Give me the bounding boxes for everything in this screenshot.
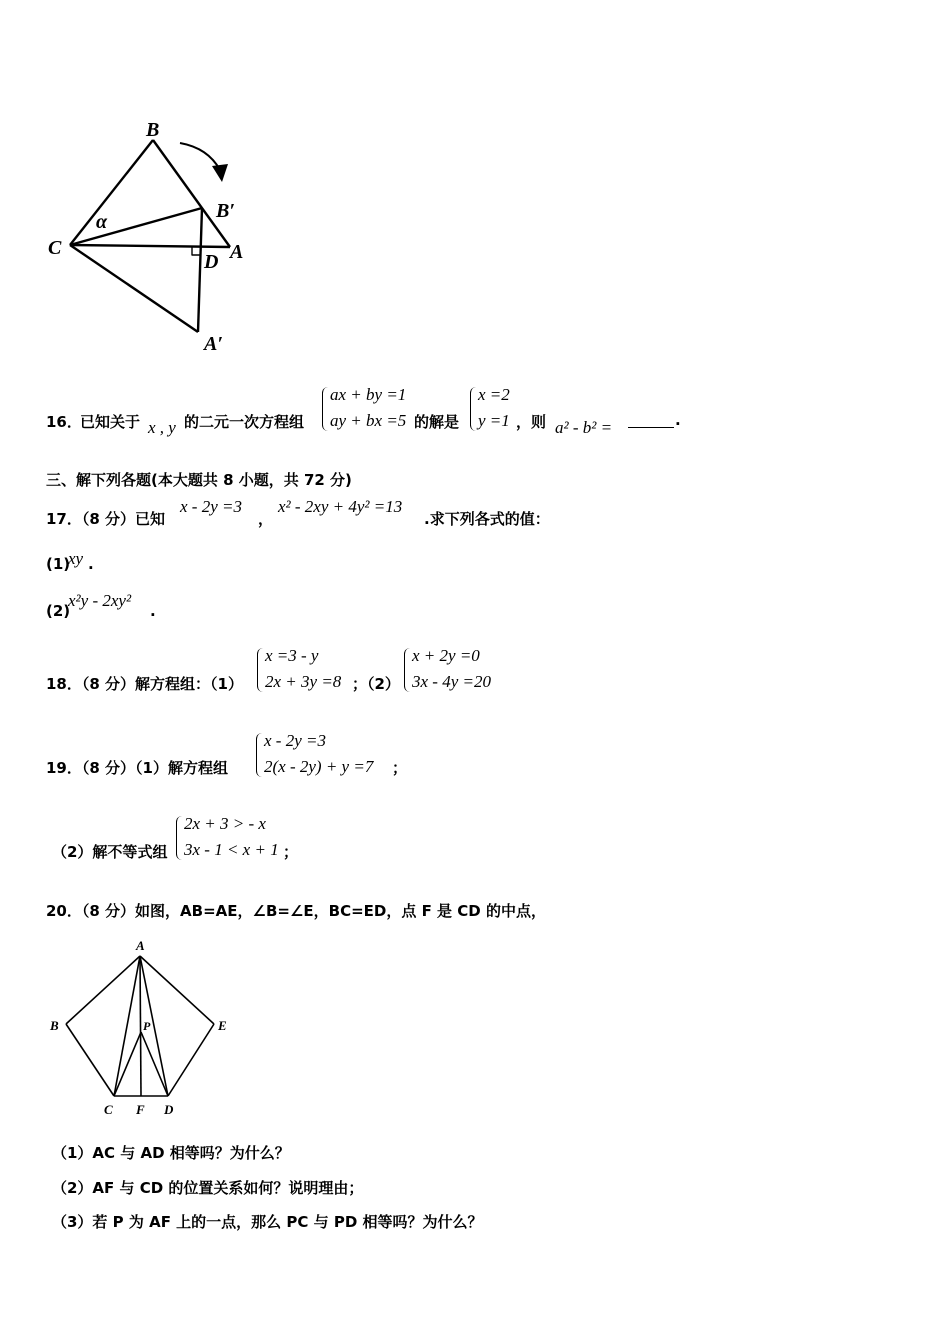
q16-eq1: ax + by =1 <box>330 385 407 404</box>
label-P: P <box>143 1019 151 1033</box>
q20-sub-3: （3）若 P 为 AF 上的一点，那么 PC 与 PD 相等吗？为什么？ <box>52 1213 483 1231</box>
q19-head: 19．（8 分）（1）解方程组 <box>46 759 228 777</box>
label-B: B <box>146 119 160 141</box>
q18-s1-eq1: x =3 - y <box>265 646 319 665</box>
q17-head: 17．（8 分）已知 <box>46 510 166 528</box>
figure-rotation-triangle <box>40 110 280 360</box>
q16-vars: x , y <box>148 418 176 437</box>
q19-semicolon-2: ； <box>283 843 299 861</box>
label-D: D <box>164 1102 174 1117</box>
label-alpha: α <box>96 211 108 233</box>
section-3-title: 三、解下列各题(本大题共 8 小题，共 72 分) <box>46 471 352 489</box>
q17-part2-end: . <box>150 602 156 620</box>
label-B-prime: B′ <box>216 200 235 222</box>
label-A: A <box>136 938 145 953</box>
q16-sol2: y =1 <box>478 411 510 430</box>
q19-ineq1: 2x + 3 > - x <box>184 814 266 833</box>
q19-semicolon: ； <box>392 759 408 777</box>
q17-part2-expr: x²y - 2xy² <box>68 591 132 610</box>
label-E: E <box>218 1018 227 1033</box>
q17-condition-1: x - 2y =3 <box>180 497 242 516</box>
label-C: C <box>104 1102 113 1117</box>
figure-pentagon <box>40 932 240 1122</box>
q18-s2-eq1: x + 2y =0 <box>412 646 480 665</box>
q16-text-1: 已知关于 <box>80 413 141 431</box>
q19-ineq2: 3x - 1 < x + 1 <box>184 840 279 859</box>
q17-part1-expr: xy <box>68 549 84 568</box>
q16-text-2: 的二元一次方程组 <box>184 413 305 431</box>
label-C: C <box>48 237 62 259</box>
q19-eq2: 2(x - 2y) + y =7 <box>264 757 374 776</box>
q17-part1-end: . <box>88 555 94 573</box>
q17-comma: ， <box>258 510 274 528</box>
q18-mid: ；（2） <box>352 675 400 693</box>
q18-s1-eq2: 2x + 3y =8 <box>265 672 342 691</box>
q16-eq2: ay + bx =5 <box>330 411 407 430</box>
label-D: D <box>204 251 219 273</box>
q17-condition-2: x² - 2xy + 4y² =13 <box>278 497 403 516</box>
q17-part1-label: (1) <box>46 555 71 573</box>
q20-sub-2: （2）AF 与 CD 的位置关系如何？说明理由； <box>52 1179 364 1197</box>
label-B: B <box>50 1018 59 1033</box>
q16-sol1: x =2 <box>478 385 510 404</box>
label-A-prime: A′ <box>204 333 223 355</box>
q16-end: . <box>675 411 681 429</box>
q17-tail: .求下列各式的值： <box>424 510 550 528</box>
q16-answer-blank[interactable] <box>628 427 674 428</box>
q20-sub-1: （1）AC 与 AD 相等吗？为什么？ <box>52 1144 290 1162</box>
label-F: F <box>136 1102 145 1117</box>
q19-eq1: x - 2y =3 <box>264 731 326 750</box>
q16-text-3: 的解是 <box>414 413 460 431</box>
q17-part2-label: (2) <box>46 602 71 620</box>
q20-head: 20．（8 分）如图，AB=AE，∠B=∠E，BC=ED，点 F 是 CD 的中点， <box>46 902 546 920</box>
q19-part2-label: （2）解不等式组 <box>52 843 168 861</box>
rotation-arrow-icon <box>212 164 228 182</box>
label-A: A <box>230 241 244 263</box>
q16-expression: a² - b² = <box>555 418 613 437</box>
q16-text-4: ，则 <box>516 413 547 431</box>
q18-s2-eq2: 3x - 4y =20 <box>412 672 491 691</box>
q16-number: 16． <box>46 413 82 431</box>
q18-head: 18．（8 分）解方程组：（1） <box>46 675 243 693</box>
